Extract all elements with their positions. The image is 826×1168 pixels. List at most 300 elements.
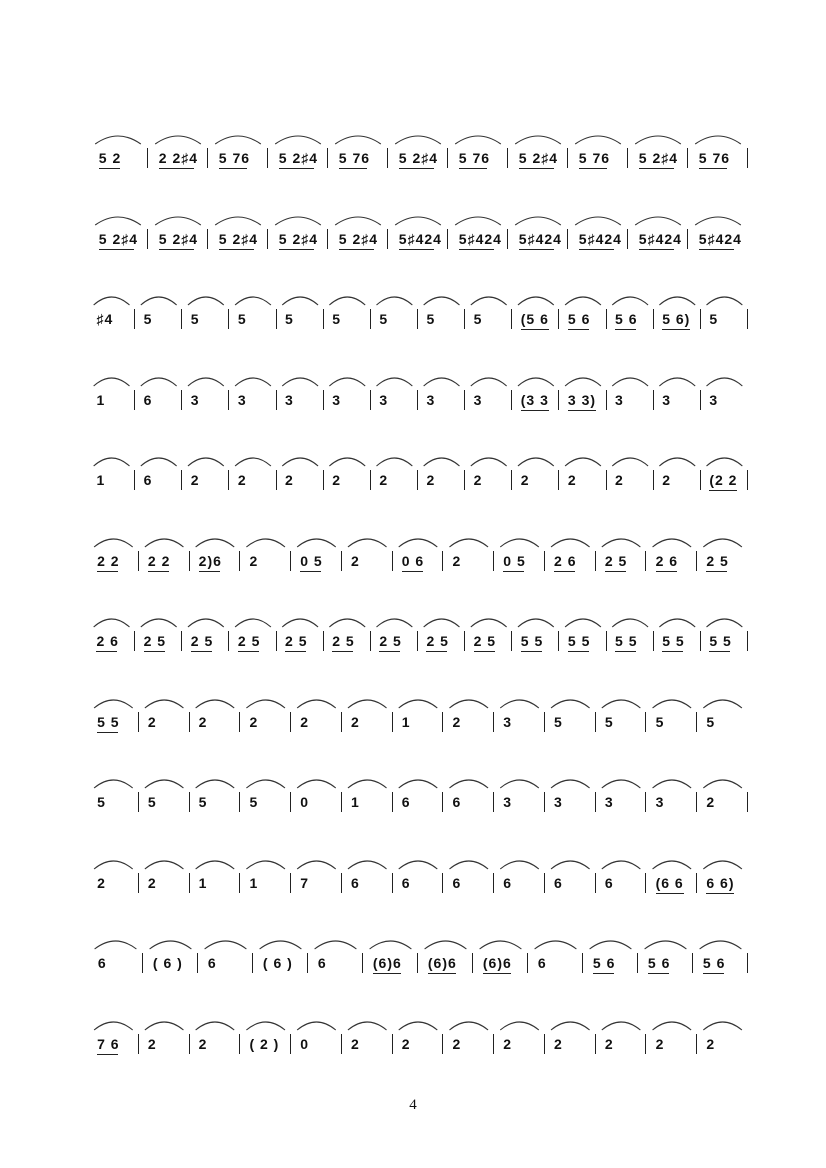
note-group: 5♯424 [518, 230, 562, 247]
barline [138, 551, 139, 571]
note-group: 2 5 [143, 633, 167, 649]
note-group: 2 6 [554, 552, 577, 569]
slur-arc [471, 458, 507, 466]
note-group: 6 [401, 794, 411, 810]
note-group: 5 [473, 311, 483, 327]
slur-marks [88, 442, 748, 472]
slur-arc [94, 378, 130, 386]
slur-arc [235, 458, 271, 466]
notation-system [88, 603, 748, 663]
duration-underline [148, 571, 169, 572]
duration-underline [159, 249, 194, 250]
barline [307, 953, 308, 973]
note-group: 6 [452, 874, 462, 891]
barline [189, 873, 190, 893]
slur-arc [297, 1022, 336, 1030]
duration-underline [706, 571, 727, 572]
slur-arc [653, 700, 692, 708]
duration-underline [300, 571, 321, 572]
slur-marks [88, 603, 748, 633]
slur-arc [282, 297, 318, 305]
slur-marks [88, 523, 748, 553]
note-group: 3 [190, 391, 200, 408]
duration-underline [483, 973, 511, 974]
slur-arc [141, 297, 177, 305]
slur-arc [196, 700, 235, 708]
slur-arc [196, 861, 235, 869]
note-group: 3 [426, 391, 436, 408]
barline [276, 390, 277, 410]
duration-underline [521, 651, 542, 652]
note-group: 5 2♯4 [518, 150, 559, 166]
duration-underline [373, 973, 401, 974]
note-group: 5 [198, 794, 208, 810]
note-group: 5 [190, 311, 200, 327]
barline [341, 712, 342, 732]
slur-arc [196, 780, 235, 788]
barline [323, 309, 324, 329]
slur-arc [95, 941, 137, 949]
slur-arc [155, 136, 201, 144]
barline [637, 953, 638, 973]
note-group: 2 [604, 1035, 614, 1052]
slur-arc [703, 700, 742, 708]
note-group: 5 76 [698, 150, 731, 166]
barline [595, 712, 596, 732]
note-group: 1 [350, 794, 360, 810]
barline [134, 309, 135, 329]
slur-arc [575, 136, 621, 144]
barline [696, 1034, 697, 1054]
slur-arc [348, 700, 387, 708]
barline [228, 631, 229, 651]
slur-arc [471, 378, 507, 386]
barline [493, 712, 494, 732]
note-group: 5 2♯4 [638, 150, 679, 166]
slur-arc [551, 861, 590, 869]
barline [442, 1034, 443, 1054]
slur-arc [399, 539, 438, 547]
barline [417, 390, 418, 410]
barline [181, 470, 182, 490]
slur-arc [515, 136, 561, 144]
slur-arc [145, 1022, 184, 1030]
note-group: 0 5 [300, 552, 323, 569]
note-group: 2 [190, 472, 200, 488]
note-group: 2 [520, 472, 530, 488]
barline [493, 1034, 494, 1054]
barline [147, 148, 148, 168]
barline [138, 1034, 139, 1054]
barline [417, 470, 418, 490]
barline [417, 631, 418, 651]
duration-underline [703, 973, 724, 974]
duration-underline [399, 249, 434, 250]
slur-arc [235, 297, 271, 305]
barline [544, 1034, 545, 1054]
slur-arc [645, 941, 687, 949]
slur-arc [565, 378, 601, 386]
note-group: 2 [662, 472, 671, 488]
barline [493, 792, 494, 812]
note-group: 2 [147, 874, 157, 891]
barline [392, 873, 393, 893]
barline [567, 229, 568, 249]
note-group: 5 6 [702, 955, 726, 971]
duration-underline [521, 410, 549, 411]
slur-arc [653, 861, 692, 869]
slur-marks [88, 1006, 748, 1036]
slur-arc [297, 700, 336, 708]
duration-underline [709, 651, 730, 652]
barline [267, 148, 268, 168]
note-group: 3 [285, 391, 294, 408]
slur-arc [145, 780, 184, 788]
slur-marks [88, 925, 748, 955]
barline [327, 229, 328, 249]
slur-arc [335, 136, 381, 144]
slur-arc [424, 378, 460, 386]
slur-marks [88, 281, 748, 311]
barline [464, 390, 465, 410]
note-group: 5♯424 [698, 230, 742, 247]
barline [558, 470, 559, 490]
slur-arc [141, 378, 177, 386]
barline [464, 309, 465, 329]
slur-arc [145, 539, 184, 547]
slur-arc [297, 780, 336, 788]
barline [747, 631, 748, 651]
barline [700, 470, 701, 490]
note-group: 5 [285, 311, 294, 327]
barline [341, 1034, 342, 1054]
note-group: 2 [473, 472, 483, 488]
duration-underline [521, 329, 549, 330]
slur-arc [348, 780, 387, 788]
barline [341, 873, 342, 893]
barline [138, 712, 139, 732]
notation-system [88, 523, 748, 583]
barline [544, 792, 545, 812]
slur-arc [471, 619, 507, 627]
duration-underline [219, 249, 254, 250]
barline [290, 792, 291, 812]
barline [276, 470, 277, 490]
note-group: 3 [332, 391, 341, 408]
slur-arc [94, 539, 133, 547]
note-group: 2 2♯4 [158, 150, 199, 166]
barline [267, 229, 268, 249]
barline [392, 551, 393, 571]
note-group: 5 [604, 713, 614, 730]
barline [228, 309, 229, 329]
barline [747, 309, 748, 329]
slur-arc [297, 539, 336, 547]
slur-arc [377, 297, 413, 305]
barline [747, 148, 748, 168]
notation-system [88, 281, 748, 341]
slur-arc [612, 378, 648, 386]
slur-marks [88, 201, 748, 231]
note-group: 6 [604, 874, 614, 891]
slur-arc [659, 378, 695, 386]
duration-underline [593, 973, 614, 974]
barline [142, 953, 143, 973]
slur-arc [424, 619, 460, 627]
note-group: 2 5 [473, 633, 497, 649]
duration-underline [285, 651, 306, 652]
duration-underline [662, 651, 683, 652]
slur-arc [700, 941, 742, 949]
slur-arc [707, 619, 743, 627]
notation-system [88, 925, 748, 985]
note-group: 2 5 [332, 633, 355, 649]
notation-system [88, 442, 748, 502]
note-group: 2 [401, 1035, 411, 1052]
slur-marks [88, 362, 748, 392]
note-group: (6)6 [427, 955, 457, 971]
barline [228, 470, 229, 490]
note-group: 5 2♯4 [158, 230, 199, 247]
slur-arc [565, 297, 601, 305]
note-group: 1 [401, 713, 411, 730]
slur-arc [188, 619, 224, 627]
note-group: 0 [300, 1035, 309, 1052]
slur-arc [659, 619, 695, 627]
slur-arc [500, 780, 539, 788]
slur-arc [399, 861, 438, 869]
slur-arc [551, 700, 590, 708]
note-group: 5♯424 [398, 230, 442, 247]
barline [370, 631, 371, 651]
barline [696, 873, 697, 893]
barline [392, 712, 393, 732]
note-group: (6)6 [482, 955, 512, 971]
note-group: 3 [662, 391, 671, 408]
page-number: 4 [409, 1097, 417, 1113]
note-group: 5 6 [647, 955, 671, 971]
slur-arc [500, 539, 539, 547]
note-group: 5 [554, 713, 563, 730]
note-group: 2 [554, 1035, 563, 1052]
note-group: 6 [350, 874, 360, 891]
note-group: 3 [615, 391, 624, 408]
barline [692, 953, 693, 973]
barline [627, 148, 628, 168]
note-group: 2 [198, 713, 208, 730]
barline [544, 712, 545, 732]
barline [134, 390, 135, 410]
barline [595, 1034, 596, 1054]
note-group: 2 [706, 794, 716, 810]
duration-underline [379, 651, 400, 652]
duration-underline [568, 410, 596, 411]
note-group: 5 [426, 311, 436, 327]
slur-arc [188, 458, 224, 466]
duration-underline [639, 168, 674, 169]
note-group: 3 [709, 391, 719, 408]
duration-underline [428, 973, 456, 974]
note-group: 1 [249, 874, 259, 891]
note-group: 5 2♯4 [98, 230, 139, 247]
slur-arc [282, 378, 318, 386]
duration-underline [579, 168, 607, 169]
duration-underline [99, 249, 134, 250]
note-group: 6 [317, 955, 327, 971]
barline [507, 229, 508, 249]
barline [595, 792, 596, 812]
note-group: 2 [97, 874, 106, 891]
slur-arc [602, 700, 641, 708]
note-group: 2 2 [97, 552, 120, 569]
note-group: 6 [554, 874, 563, 891]
barline [493, 873, 494, 893]
note-group: 5 5 [567, 633, 591, 649]
duration-underline [191, 651, 212, 652]
note-group: 2 6 [96, 633, 119, 649]
barline [341, 792, 342, 812]
duration-underline [459, 249, 494, 250]
barline [276, 631, 277, 651]
duration-underline [639, 249, 674, 250]
note-group: 5 5 [662, 633, 685, 649]
slur-arc [602, 539, 641, 547]
barline [387, 229, 388, 249]
slur-arc [275, 217, 321, 225]
barline [189, 1034, 190, 1054]
barline [606, 470, 607, 490]
slur-arc [471, 297, 507, 305]
notation-system [88, 120, 748, 180]
slur-arc [635, 217, 681, 225]
note-group: 2 [350, 552, 360, 569]
notation-system [88, 1006, 748, 1066]
slur-arc [196, 1022, 235, 1030]
slur-arc [695, 217, 741, 225]
duration-underline [97, 571, 118, 572]
barline [290, 551, 291, 571]
slur-arc [329, 458, 365, 466]
note-group: 2 [503, 1035, 513, 1052]
slur-arc [246, 539, 285, 547]
note-group: 2 [285, 472, 294, 488]
note-group: 2 [567, 472, 577, 488]
duration-underline [96, 651, 117, 652]
barline [645, 551, 646, 571]
barline [700, 631, 701, 651]
duration-underline [339, 249, 374, 250]
barline [252, 953, 253, 973]
barline [627, 229, 628, 249]
note-group: 0 5 [503, 552, 526, 569]
slur-arc [612, 458, 648, 466]
slur-arc [518, 378, 554, 386]
barline [544, 873, 545, 893]
note-group: (2 2 [709, 472, 738, 488]
barline [290, 712, 291, 732]
duration-underline [97, 1054, 118, 1055]
slur-arc [145, 700, 184, 708]
slur-arc [235, 619, 271, 627]
slur-arc [500, 700, 539, 708]
slur-arc [518, 619, 554, 627]
barline [645, 1034, 646, 1054]
slur-arc [246, 780, 285, 788]
barline [567, 148, 568, 168]
barline [197, 953, 198, 973]
slur-arc [659, 458, 695, 466]
slur-arc [188, 378, 224, 386]
slur-arc [707, 458, 743, 466]
slur-arc [535, 941, 577, 949]
duration-underline [554, 571, 575, 572]
note-group: 2 [350, 713, 360, 730]
slur-arc [612, 297, 648, 305]
note-group: ♯4 [96, 311, 114, 327]
note-group: 2 [706, 1035, 716, 1052]
slur-arc [635, 136, 681, 144]
slur-arc [449, 861, 488, 869]
barline [687, 229, 688, 249]
barline [290, 873, 291, 893]
barline [147, 229, 148, 249]
barline [645, 792, 646, 812]
barline [370, 309, 371, 329]
barline [239, 551, 240, 571]
duration-underline [579, 249, 614, 250]
barline [387, 148, 388, 168]
note-group: 2 5 [426, 633, 449, 649]
barline [207, 148, 208, 168]
notation-system [88, 362, 748, 422]
duration-underline [568, 329, 589, 330]
slur-arc [449, 700, 488, 708]
note-group: 3 [655, 794, 665, 810]
duration-underline [519, 168, 554, 169]
note-group: 5 [332, 311, 341, 327]
barline [747, 792, 748, 812]
slur-arc [188, 297, 224, 305]
duration-underline [219, 168, 247, 169]
barline [442, 712, 443, 732]
slur-arc [329, 297, 365, 305]
barline [417, 309, 418, 329]
note-group: 2 [452, 1035, 462, 1052]
note-group: 6 [97, 955, 107, 971]
slur-arc [348, 539, 387, 547]
duration-underline [568, 651, 589, 652]
note-group: 2 [350, 1035, 360, 1052]
note-group: 6 [452, 794, 462, 810]
slur-arc [205, 941, 247, 949]
slur-marks [88, 845, 748, 875]
note-group: 5 2♯4 [218, 230, 259, 247]
note-group: 1 [96, 472, 106, 488]
barline [323, 390, 324, 410]
note-group: 3 [379, 391, 389, 408]
duration-underline [99, 168, 120, 169]
note-group: ( 2 ) [249, 1035, 280, 1052]
barline [447, 229, 448, 249]
note-group: 2 [249, 713, 259, 730]
slur-arc [551, 780, 590, 788]
barline [323, 631, 324, 651]
note-group: 5 76 [338, 150, 371, 166]
duration-underline [279, 249, 314, 250]
duration-underline [97, 732, 118, 733]
barline [228, 390, 229, 410]
barline [472, 953, 473, 973]
